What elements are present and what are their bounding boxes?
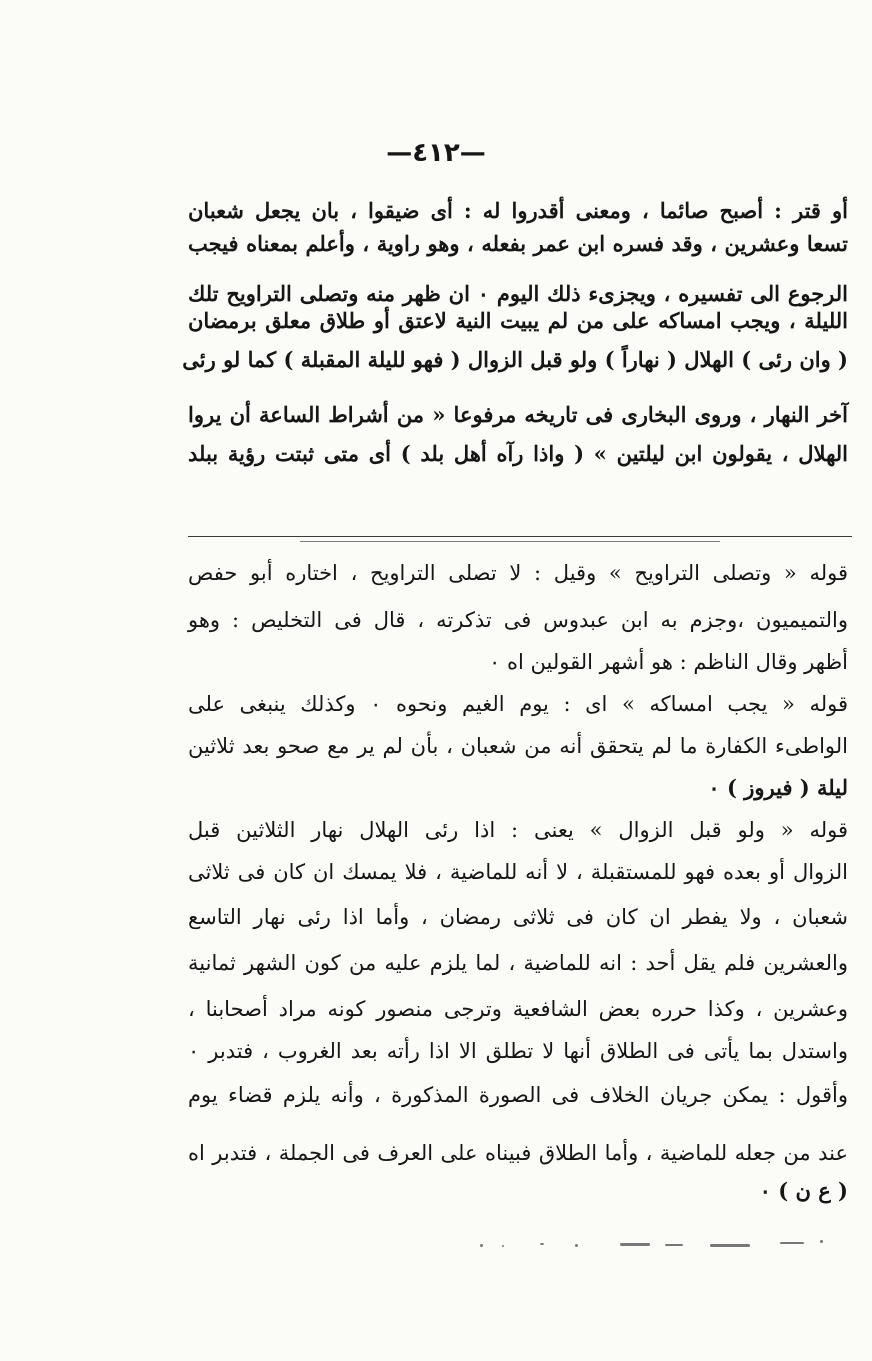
footnote-3-line: الزوال أو بعده فهو للمستقبلة ، لا أنه للماضية ، فلا يمسك ان كان فى ثلاثى [188,860,848,884]
footnote-1-line: أظهر وقال الناظم : هو أشهر القولين اه ٠ [489,650,848,674]
footnote-3-line: والعشرين فلم يقل أحد : انه للماضية ، لما يلزم عليه من كون الشهر ثمانية [188,951,848,975]
footnote-3-line: وعشرين ، وكذا حرره بعض الشافعية وترجى منصور كونه مراد أصحابنا ، [188,997,848,1021]
main-text-line: تسعا وعشرين ، وقد فسره ابن عمر بفعله ، وهو راوية ، وأعلم بمعناه فيجب [188,231,848,256]
footnote-3-line: شعبان ، ولا يفطر ان كان فى ثلاثى رمضان ، وأما اذا رئى نهار التاسع [188,905,848,929]
footnote-3-line: واستدل بما يأتى فى الطلاق أنها لا تطلق الا اذا رأته بعد الغروب ، فتدبر ٠ [188,1039,848,1063]
footnote-3-line: ( ع ن ) ٠ [759,1178,848,1203]
footnote-2-line: قوله « يجب امساكه » اى : يوم الغيم ونحوه ٠ وكذلك ينبغى على [188,692,848,716]
main-text-line: الهلال ، يقولون ابن ليلتين » ( واذا رآه أهل بلد ) أى متى ثبتت رؤية ببلد [188,441,848,466]
footnote-2-line: الواطىء الكفارة ما لم يتحقق أنه من شعبان ، بأن لم ير مع صحو بعد ثلاثين [188,734,848,758]
main-text-line: الرجوع الى تفسيره ، ويجزىء ذلك اليوم ٠ ان ظهر منه وتصلى التراويح تلك [188,281,848,306]
footnote-3-line: عند من جعله للماضية ، وأما الطلاق فبيناه على العرف فى الجملة ، فتدبر اه [188,1141,848,1165]
main-text-line: ( وان رئى ) الهلال ( نهاراً ) ولو قبل الزوال ( فهو لليلة المقبلة ) كما لو رئى [182,347,848,372]
footnote-2-line: ليلة ( فيروز ) ٠ [708,775,848,800]
page-number: —٤١٢— [386,138,486,168]
footnote-divider [188,536,852,537]
main-text-line: الليلة ، ويجب امساكه على من لم يبيت النية لاعتق أو طلاق معلق برمضان [188,308,848,333]
footnote-divider-secondary [300,541,720,542]
footnote-1-line: والتميميون ،وجزم به ابن عبدوس فى تذكرته ، قال فى التخليص : وهو [188,608,848,632]
main-text-line: آخر النهار ، وروى البخارى فى تاريخه مرفوعا « من أشراط الساعة أن يروا [188,402,848,427]
scan-noise [480,1238,840,1250]
footnote-3-line: وأقول : يمكن جريان الخلاف فى الصورة المذكورة ، وأنه يلزم قضاء يوم [188,1083,848,1107]
footnote-3-line: قوله « ولو قبل الزوال » يعنى : اذا رئى الهلال نهار الثلاثين قبل [188,818,848,842]
footnote-1-line: قوله « وتصلى التراويح » وقيل : لا تصلى التراويح ، اختاره أبو حفص [188,561,848,585]
main-text-line: أو قتر : أصبح صائما ، ومعنى أقدروا له : أى ضيقوا ، بان يجعل شعبان [188,198,848,223]
